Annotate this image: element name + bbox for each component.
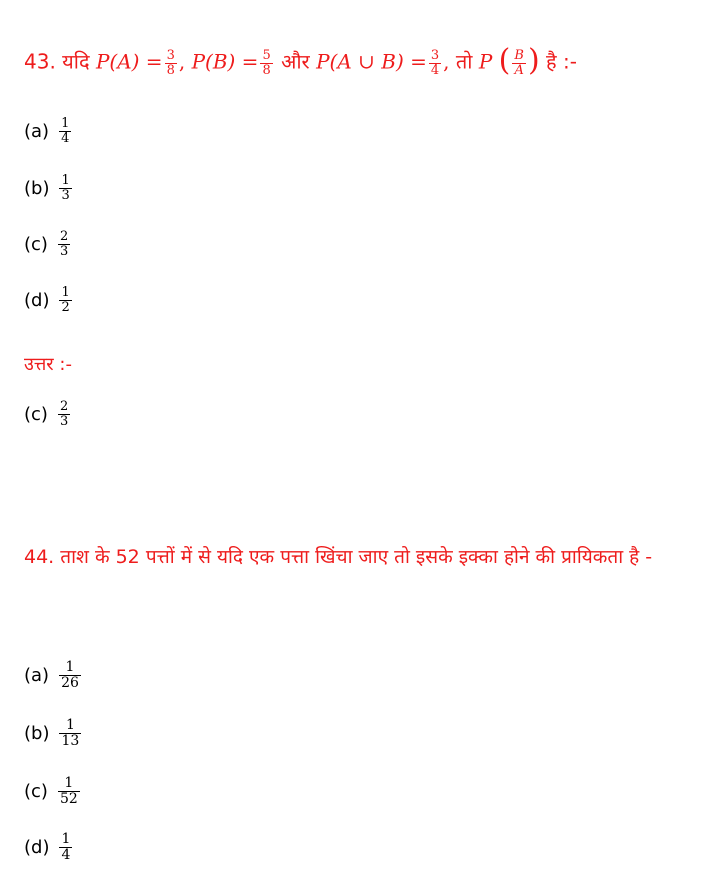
prob-union-fraction: $\frac{3}{4}$ bbox=[430, 47, 440, 78]
option-a bbox=[24, 117, 73, 146]
option-d bbox=[24, 286, 74, 315]
option-label: (c) bbox=[24, 781, 48, 802]
option-fraction: $\frac{2}{3}$ bbox=[59, 399, 69, 429]
prob-union-text: P(A ∪ B) = bbox=[316, 49, 427, 74]
option-fraction: $\frac{1}{3}$ bbox=[61, 173, 70, 203]
option-d bbox=[24, 832, 74, 863]
question-tail: है :- bbox=[546, 49, 577, 74]
option-label: (b) bbox=[24, 178, 50, 199]
option-b bbox=[24, 174, 74, 203]
option-fraction: $\frac{1}{4}$ bbox=[61, 116, 70, 146]
option-label: (d) bbox=[24, 837, 50, 858]
option-label: (c) bbox=[24, 234, 48, 255]
answer-heading: उत्तर :- bbox=[24, 354, 72, 375]
option-b bbox=[24, 718, 83, 749]
option-label: (b) bbox=[24, 723, 50, 744]
option-fraction: $\frac{1}{26}$ bbox=[61, 659, 79, 691]
question-43: 43. यदि P(A) = $\frac{3}{8}$ , P(B) = $\frac{5}{8}$ और P(A ∪ B) = $\frac{3}{4}$ , तो P ( $\frac{B}{A}$ ) है :- bbox=[24, 43, 577, 78]
prob-a-fraction: $\frac{3}{8}$ bbox=[166, 47, 175, 78]
prob-b-text: P(B) = bbox=[191, 49, 259, 74]
conditional-p: P bbox=[478, 49, 493, 74]
conditional-fraction: $\frac{B}{A}$ bbox=[514, 47, 524, 78]
option-fraction: $\frac{1}{13}$ bbox=[61, 717, 80, 749]
option-fraction: $\frac{1}{4}$ bbox=[61, 831, 71, 863]
option-c bbox=[24, 776, 82, 807]
option-fraction: $\frac{1}{52}$ bbox=[59, 775, 78, 807]
question-44: 44. ताश के 52 पत्तों में से यदि एक पत्ता खिंचा जाए तो इसके इक्का होने की प्रायिकता है - bbox=[24, 546, 653, 568]
option-label: (a) bbox=[24, 121, 50, 142]
then-word: तो bbox=[455, 49, 473, 74]
question-number: 43. bbox=[24, 49, 56, 74]
option-c bbox=[24, 230, 72, 259]
option-fraction: $\frac{2}{3}$ bbox=[59, 229, 69, 259]
option-label: (a) bbox=[24, 665, 50, 686]
option-a bbox=[24, 660, 83, 691]
question-intro: यदि bbox=[62, 49, 90, 74]
prob-a-text: P(A) = bbox=[95, 49, 163, 74]
prob-b-fraction: $\frac{5}{8}$ bbox=[262, 47, 271, 78]
option-label: (d) bbox=[24, 290, 50, 311]
option-fraction: $\frac{1}{2}$ bbox=[61, 285, 70, 315]
answer-option bbox=[24, 400, 72, 429]
option-label: (c) bbox=[24, 404, 48, 425]
conjunction: और bbox=[281, 49, 310, 74]
